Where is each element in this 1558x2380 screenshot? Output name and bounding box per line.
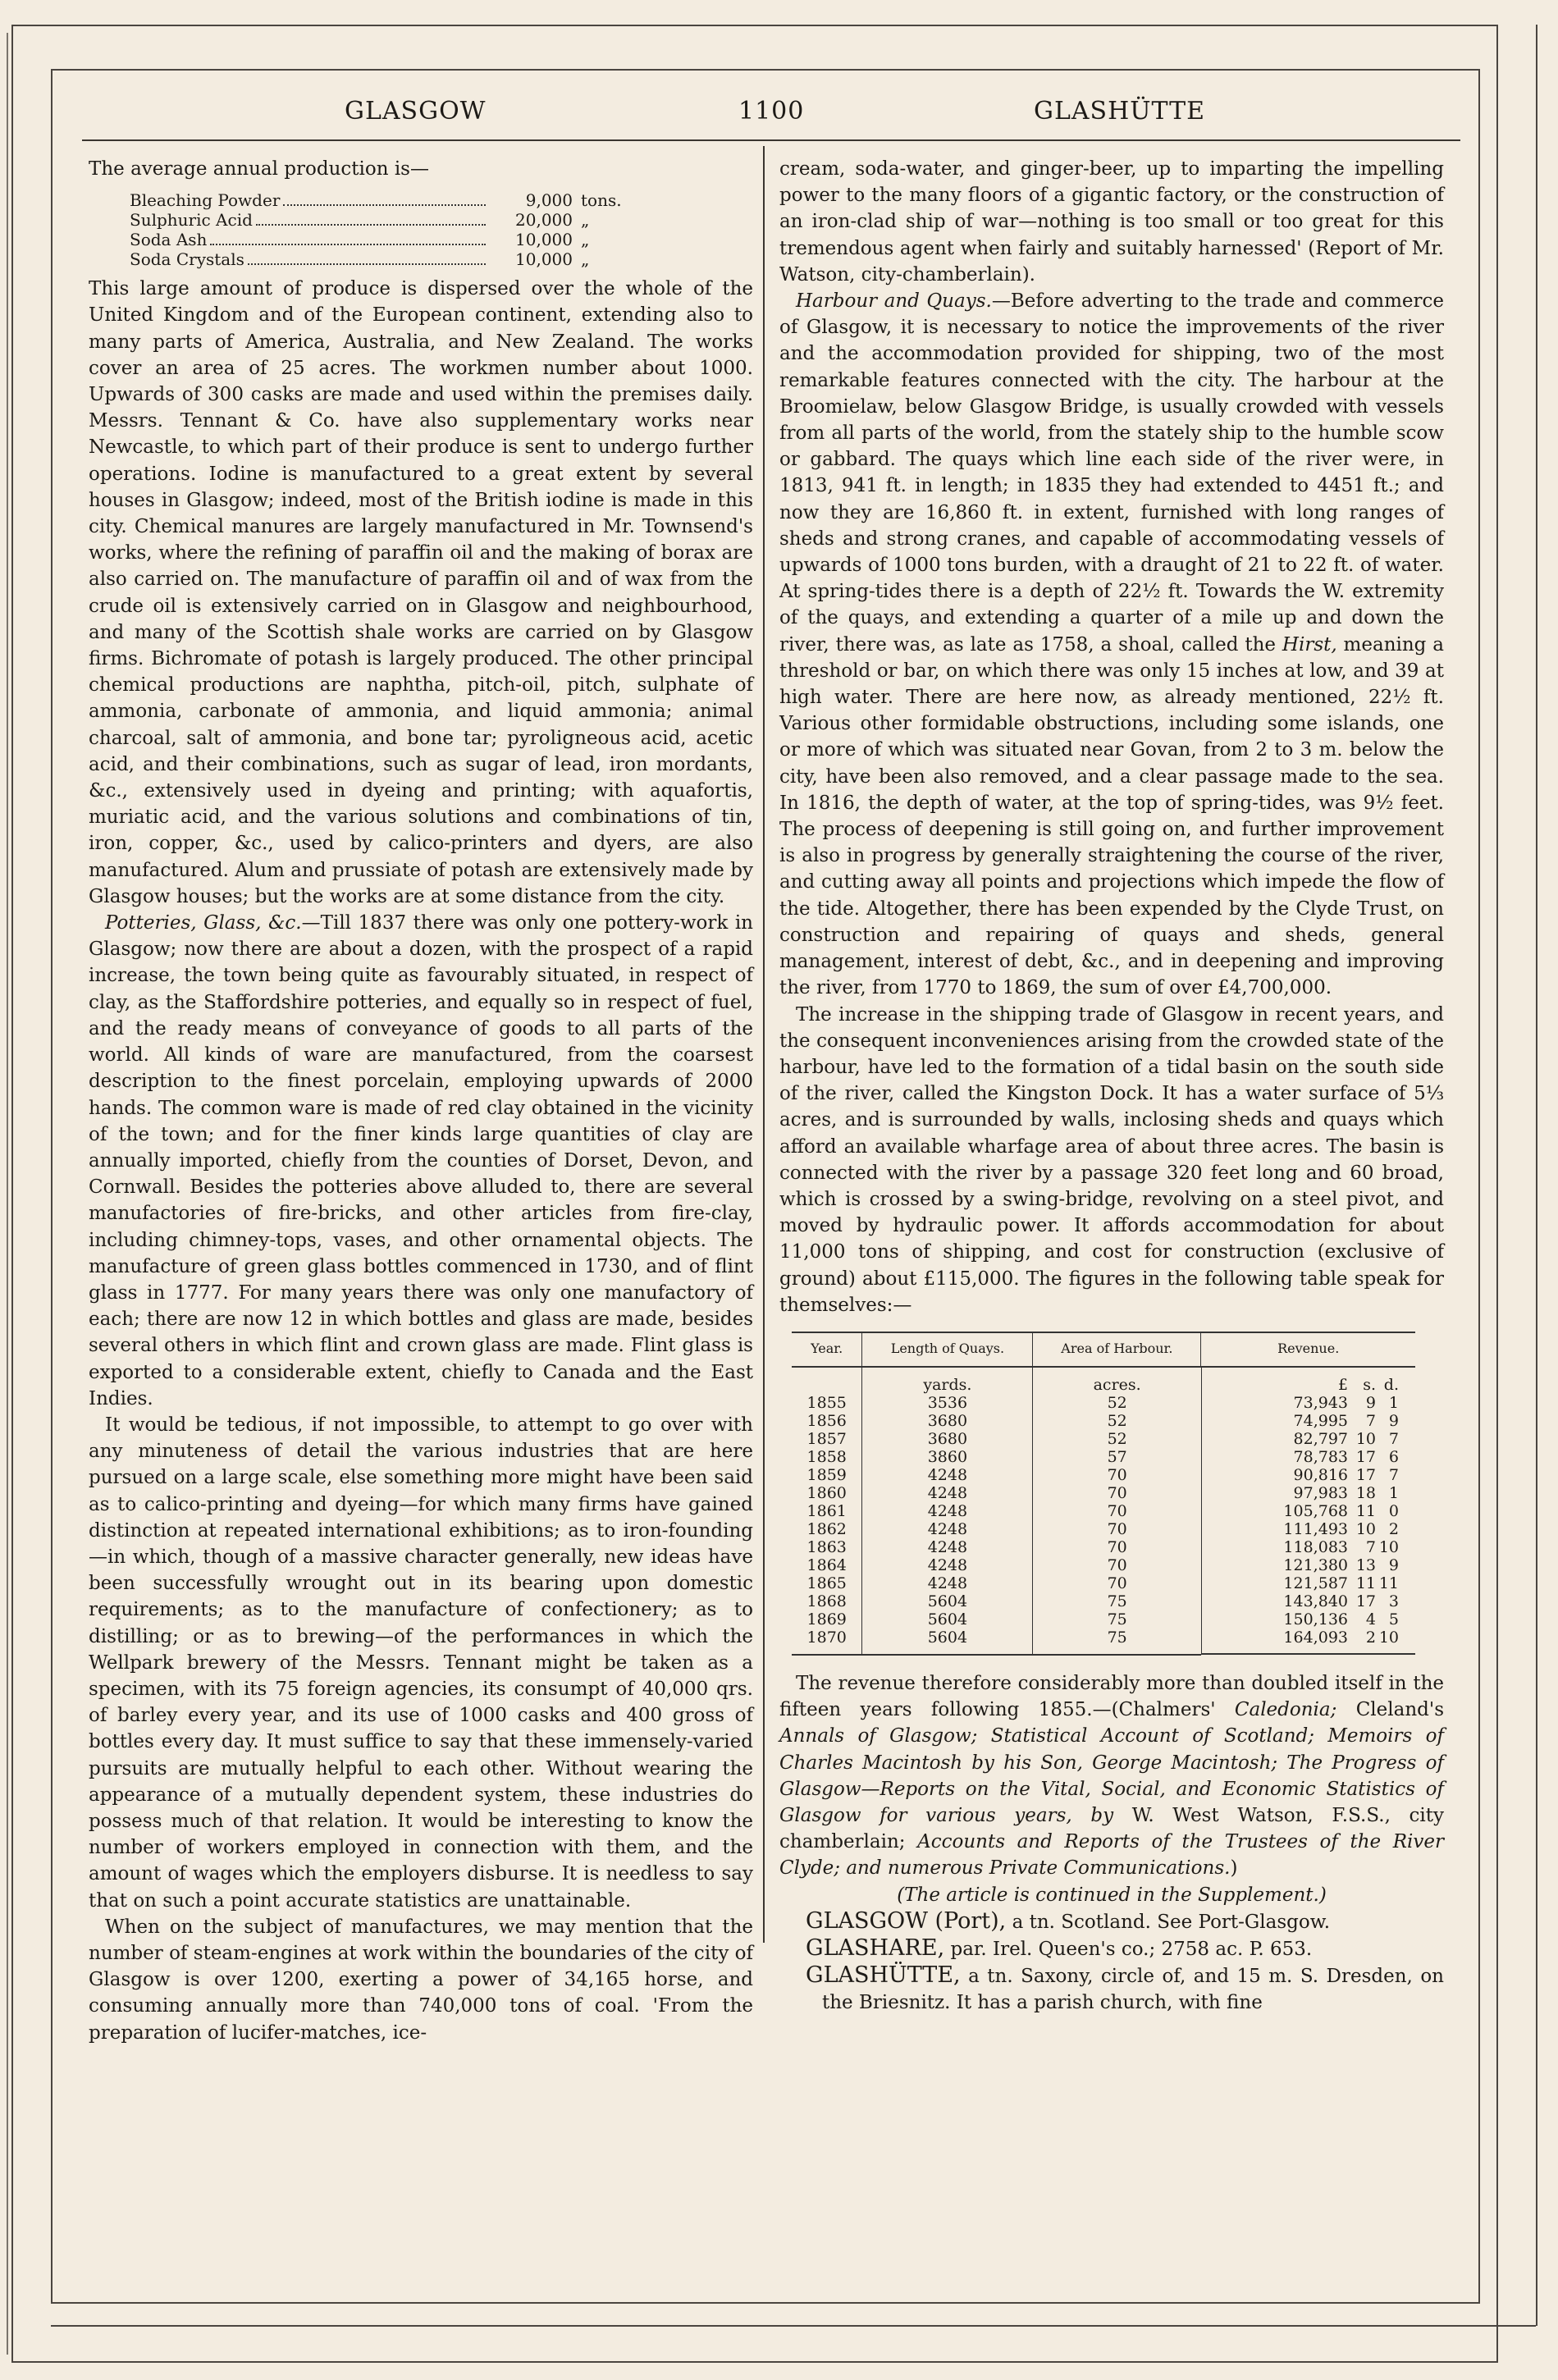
table-cell: 1862 bbox=[806, 1519, 847, 1538]
table-row bbox=[792, 1629, 1415, 1655]
table-cell: 4248 bbox=[862, 1520, 1033, 1538]
table-cell: 70 bbox=[1033, 1556, 1201, 1574]
table-cell: 1861 bbox=[806, 1501, 847, 1520]
page-edge-rule bbox=[7, 33, 8, 2355]
paragraph-continuation: cream, soda-water, and ginger-beer, up to imparting the impelling power to the many floors of a gigantic factory, or the construction of an iron-clad ship of war—nothing is too small or too great for this tremendous agent when fairly and suitably harnessed' (Report of Mr. Watson, city-chamberlain). bbox=[779, 158, 1444, 286]
right-column bbox=[779, 156, 1444, 2017]
table-cell: 1863 bbox=[806, 1537, 847, 1556]
table-header: Revenue. bbox=[1201, 1332, 1415, 1367]
running-header bbox=[82, 97, 1460, 130]
table-header-row bbox=[792, 1332, 1415, 1367]
header-right-title: GLASHÜTTE bbox=[1034, 97, 1206, 126]
table-cell: 3680 bbox=[862, 1412, 1033, 1430]
left-column bbox=[89, 156, 753, 2046]
revenue-cell: 143,840 17 3 bbox=[1201, 1592, 1415, 1610]
revenue-cell: 73,943 9 1 bbox=[1201, 1394, 1415, 1412]
revenue-cell: 105,768 11 0 bbox=[1201, 1502, 1415, 1520]
outer-right-rule bbox=[1536, 25, 1537, 2326]
table-cell: 5604 bbox=[862, 1592, 1033, 1610]
gazetteer-entry: GLASHARE, par. Irel. Queen's co.; 2758 ac. P. 653. bbox=[806, 1935, 1313, 1961]
table-header: Area of Harbour. bbox=[1033, 1332, 1201, 1367]
table-row bbox=[792, 1502, 1415, 1520]
outer-bottom-rule bbox=[51, 2325, 1536, 2327]
table-row bbox=[792, 1574, 1415, 1592]
table-cell: 70 bbox=[1033, 1466, 1201, 1484]
revenue-cell: 111,493 10 2 bbox=[1201, 1520, 1415, 1538]
table-row bbox=[792, 1556, 1415, 1574]
table-cell: 3680 bbox=[862, 1430, 1033, 1448]
table-cell: 1855 bbox=[806, 1393, 847, 1412]
table-row bbox=[792, 1484, 1415, 1502]
paragraph-potteries: Potteries, Glass, &c.—Till 1837 there was only one pottery-work in Glasgow; now there are about a dozen, with the prospect of a rapid increase, the town being quite as favourably situated, in respect of clay, as the Staffordshire potteries, and equally so in respect of fuel, and the ready means of conveyance of goods to all parts of the world. All kinds of ware are manufactured, from the coarsest description to the finest porcelain, employing upwards of 2000 hands. The common ware is made of red clay obtained in the vicinity of the town; and for the finer kinds large quantities of clay are annually imported, chiefly from the counties of Dorset, Devon, and Cornwall. Besides the potteries above alluded to, there are several manufactories of fire-bricks, and other articles from fire-clay, including chimney-tops, vases, and other ornamental objects. The manufacture of green glass bottles commenced in 1730, and of flint glass in 1777. For many years there was only one manufactory of each; there are now 12 in which bottles and glass are made, besides several others in which flint and crown glass are made. Flint glass is exported to a considerable extent, chiefly to Canada and the East Indies. bbox=[89, 912, 753, 1409]
table-row bbox=[792, 1610, 1415, 1629]
table-cell: 1858 bbox=[806, 1447, 847, 1466]
revenue-cell: 121,587 11 11 bbox=[1201, 1574, 1415, 1592]
table-cell: 75 bbox=[1033, 1610, 1201, 1629]
section-head-harbour: Harbour and Quays. bbox=[796, 290, 992, 313]
table-units-row: yards. acres. £ s. d. bbox=[792, 1367, 1415, 1394]
paragraph-harbour: Harbour and Quays.—Before adverting to the trade and commerce of Glasgow, it is necessary to notice the improvements of the river and the accommodation provided for shipping, two of the most remarkable features connected with the city. The harbour at the Broomielaw, below Glasgow Bridge, is usually crowded with vessels from all parts of the world, from the stately ship to the humble scow or gabbard. The quays which line each side of the river were, in 1813, 941 ft. in length; in 1835 they had extended to 4451 ft.; and now they are 16,860 ft. in extent, furnished with long ranges of sheds and strong cranes, and capable of accommodating vessels of upwards of 1000 tons burden, with a draught of 21 to 22 ft. of water. At spring-tides there is a depth of 22½ ft. Towards the W. extremity of the quays, and extending a quarter of a mile up and down the river, there was, as late as 1758, a shoal, called the Hirst, meaning a threshold or bar, on which there was only 15 inches at low, and 39 at high water. There are here now, as already mentioned, 22½ ft. Various other formidable obstructions, including some islands, one or more of which was situated near Govan, from 2 to 3 m. below the city, have been also removed, and a clear passage made to the sea. In 1816, the depth of water, at the top of spring-tides, was 9½ feet. The process of deepening is still going on, and further improvement is also in progress by generally straightening the course of the river, and cutting away all points and projections which impede the flow of the tide. Altogether, there has been expended by the Clyde Trust, on construction and repairing of quays and sheds, general management, interest of debt, &c., and in deepening and improving the river, from 1770 to 1869, the sum of over £4,700,000. bbox=[779, 290, 1444, 999]
harbour-revenue-table bbox=[792, 1332, 1415, 1656]
table-cell: 52 bbox=[1033, 1394, 1201, 1412]
production-row: Sulphuric Acid 20,000 „ bbox=[130, 210, 590, 231]
table-cell: 1857 bbox=[806, 1429, 847, 1448]
table-cell: 3536 bbox=[862, 1394, 1033, 1412]
table-row bbox=[792, 1592, 1415, 1610]
revenue-cell: 164,093 2 10 bbox=[1201, 1629, 1415, 1655]
table-cell: 1864 bbox=[806, 1555, 847, 1574]
table-row bbox=[792, 1430, 1415, 1448]
table-cell: 1870 bbox=[792, 1629, 862, 1655]
table-cell: 57 bbox=[1033, 1448, 1201, 1466]
table-cell: 1856 bbox=[806, 1411, 847, 1430]
revenue-cell: 150,136 4 5 bbox=[1201, 1610, 1415, 1629]
production-row: Soda Crystals 10,000 „ bbox=[130, 249, 590, 270]
paragraph-revenue-references: The revenue therefore considerably more than doubled itself in the fifteen years following 1855.—(Chalmers' Caledonia; Cleland's Annals of Glasgow; Statistical Account of Scotland; Memoirs of Charles Macintosh by his Son, George Macintosh; The Progress of Glasgow—Reports on the Vital, Social, and Economic Statistics of Glasgow for various years, by W. West Watson, F.S.S., city chamberlain; Accounts and Reports of the Trustees of the River Clyde; and numerous Private Communications.) bbox=[779, 1672, 1445, 1880]
table-cell: 1868 bbox=[806, 1592, 847, 1610]
section-head-potteries: Potteries, Glass, &c. bbox=[105, 912, 302, 934]
paragraph-steam-engines: When on the subject of manufactures, we may mention that the number of steam-engines at work within the boundaries of the city of Glasgow is over 1200, exerting a power of 34,165 horse, and consuming annually more than 740,000 tons of coal. 'From the preparation of lucifer-matches, ice- bbox=[89, 1916, 753, 2044]
paragraph-industries: It would be tedious, if not impossible, to attempt to go over with any minuteness of detail the various industries that are here pursued on a large scale, else something more might have been said as to calico-printing and dyeing—for which many firms have gained distinction at repeated international exhibitions; as to iron-founding—in which, though of a massive character generally, new ideas have been successfully wrought out in its bearing upon domestic requirements; as to the manufacture of confectionery; as to distilling; or as to brewing—of the performances in which the Wellpark brewery of the Messrs. Tennant might be taken as a specimen, with its 75 foreign agencies, its consumpt of 40,000 qrs. of barley every year, and its use of 1000 casks and 400 gross of bottles every day. It must suffice to say that these immensely-varied pursuits are mutually helpful to each other. Without wearing the appearance of a mutually dependent system, these industries do possess much of that relation. It would be interesting to know the number of workers employed in connection with them, and the amount of wages which the employers disburse. It is needless to say that on such a point accurate statistics are unattainable. bbox=[89, 1414, 753, 1912]
revenue-cell: 90,816 17 7 bbox=[1201, 1466, 1415, 1484]
table-row bbox=[792, 1394, 1415, 1412]
table-cell: 75 bbox=[1033, 1592, 1201, 1610]
table-cell: 4248 bbox=[862, 1574, 1033, 1592]
production-table bbox=[89, 190, 753, 269]
table-cell: 52 bbox=[1033, 1430, 1201, 1448]
page-number: 1100 bbox=[738, 97, 805, 126]
gazetteer-entry: GLASGOW (Port), a tn. Scotland. See Port-Glasgow. bbox=[806, 1907, 1331, 1934]
table-cell: 1869 bbox=[806, 1610, 847, 1629]
column-rule bbox=[763, 146, 765, 1943]
table-cell: 4248 bbox=[862, 1538, 1033, 1556]
table-cell: 70 bbox=[1033, 1538, 1201, 1556]
table-row bbox=[792, 1448, 1415, 1466]
table-cell: 4248 bbox=[862, 1466, 1033, 1484]
revenue-cell: 121,380 13 9 bbox=[1201, 1556, 1415, 1574]
table-row bbox=[792, 1466, 1415, 1484]
table-header: Year. bbox=[792, 1332, 862, 1367]
gazetteer-entry: GLASHÜTTE, a tn. Saxony, circle of, and 15 m. S. Dresden, on the Briesnitz. It has a parish church, with fine bbox=[806, 1962, 1444, 2014]
table-cell: 4248 bbox=[862, 1502, 1033, 1520]
table-cell: 1865 bbox=[806, 1574, 847, 1592]
table-row bbox=[792, 1538, 1415, 1556]
table-header: Length of Quays. bbox=[862, 1332, 1033, 1367]
revenue-cell: 74,995 7 9 bbox=[1201, 1412, 1415, 1430]
production-intro: The average annual production is— bbox=[89, 158, 429, 180]
revenue-cell: 118,083 7 10 bbox=[1201, 1538, 1415, 1556]
revenue-cell: 97,983 18 1 bbox=[1201, 1484, 1415, 1502]
table-cell: 75 bbox=[1033, 1629, 1201, 1655]
revenue-cell: 82,797 10 7 bbox=[1201, 1430, 1415, 1448]
table-cell: 70 bbox=[1033, 1502, 1201, 1520]
production-row: Soda Ash 10,000 „ bbox=[130, 230, 590, 250]
table-cell: 1860 bbox=[806, 1483, 847, 1502]
table-cell: 1859 bbox=[806, 1465, 847, 1484]
table-cell: 4248 bbox=[862, 1484, 1033, 1502]
production-row: Bleaching Powder 9,000 tons. bbox=[130, 190, 622, 211]
table-cell: 70 bbox=[1033, 1484, 1201, 1502]
table-cell: 3860 bbox=[862, 1448, 1033, 1466]
paragraph-kingston-dock: The increase in the shipping trade of Glasgow in recent years, and the consequent inconveniences arising from the crowded state of the harbour, have led to the formation of a tidal basin on the south side of the river, called the Kingston Dock. It has a water surface of 5⅓ acres, and is surrounded by walls, inclosing sheds and quays which afford an available wharfage area of about three acres. The basin is connected with the river by a passage 320 feet long and 60 broad, which is crossed by a swing-bridge, revolving on a steel pivot, and moved by hydraulic power. It affords accommodation for about 11,000 tons of shipping, and cost for construction (exclusive of ground) about £115,000. The figures in the following table speak for themselves:— bbox=[779, 1003, 1444, 1316]
table-row bbox=[792, 1520, 1415, 1538]
table-cell: 4248 bbox=[862, 1556, 1033, 1574]
revenue-cell: 78,783 17 6 bbox=[1201, 1448, 1415, 1466]
table-cell: 70 bbox=[1033, 1520, 1201, 1538]
paragraph-chemicals: This large amount of produce is dispersed over the whole of the United Kingdom and of the European continent, extending also to many parts of America, Australia, and New Zealand. The works cover an area of 25 acres. The workmen number about 1000. Upwards of 300 casks are made and used within the premises daily. Messrs. Tennant & Co. have also supplementary works near Newcastle, to which part of their produce is sent to undergo further operations. Iodine is manufactured to a great extent by several houses in Glasgow; indeed, most of the British iodine is made in this city. Chemical manures are largely manufactured in Mr. Townsend's works, where the refining of paraffin oil and the making of borax are also carried on. The manufacture of paraffin oil and of wax from the crude oil is extensively carried on in Glasgow and neighbourhood, and many of the Scottish shale works are carried on by Glasgow firms. Bichromate of potash is largely produced. The other principal chemical productions are naphtha, pitch-oil, pitch, sulphate of ammonia, carbonate of ammonia, and liquid ammonia; animal charcoal, salt of ammonia, and bone tar; pyroligneous acid, acetic acid, and their combinations, such as sugar of lead, iron mordants, &c., extensively used in dyeing and printing; with aquafortis, muriatic acid, and the various solutions and combinations of tin, iron, copper, &c., used by calico-printers and dyers, are also manufactured. Alum and prussiate of potash are extensively made by Glasgow houses; but the works are at some distance from the city. bbox=[89, 278, 753, 907]
header-left-title: GLASGOW bbox=[345, 97, 487, 126]
header-rule bbox=[82, 139, 1460, 141]
table-cell: 5604 bbox=[862, 1629, 1033, 1655]
table-cell: 5604 bbox=[862, 1610, 1033, 1629]
table-cell: 52 bbox=[1033, 1412, 1201, 1430]
table-row bbox=[792, 1412, 1415, 1430]
continued-note: (The article is continued in the Supplement.) bbox=[897, 1884, 1327, 1906]
table-cell: 70 bbox=[1033, 1574, 1201, 1592]
